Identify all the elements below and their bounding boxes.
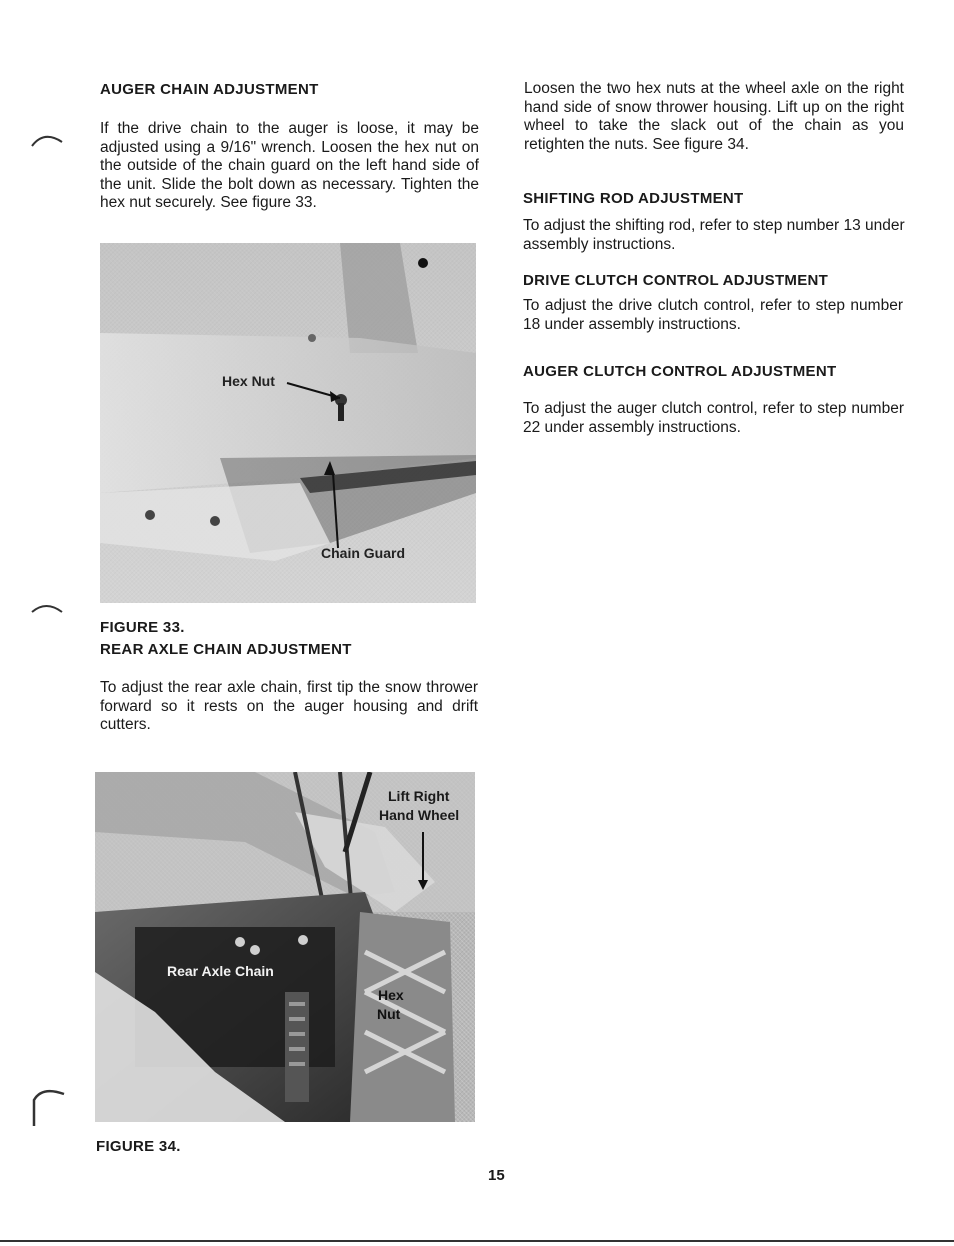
figure-33-caption: FIGURE 33.: [100, 619, 185, 636]
figure-34-photo: [95, 772, 475, 1122]
heading-shifting-rod-adjustment: SHIFTING ROD ADJUSTMENT: [523, 190, 744, 207]
auger-chain-body: If the drive chain to the auger is loose, it may be adjusted using a 9/16" wrench. Loosen the hex nut on the outside of the chain guard on the left hand side of the unit. Slide the bolt down as necessary. Tighten the hex nut securely. See figure 33.: [100, 120, 479, 212]
auger-clutch-body: To adjust the auger clutch control, refer to step number 22 under assembly instructions.: [523, 400, 904, 436]
figure-33-photo: [100, 243, 476, 603]
callout-rear-axle-chain: Rear Axle Chain: [167, 963, 274, 979]
heading-rear-axle-chain-adjustment: REAR AXLE CHAIN ADJUSTMENT: [100, 641, 352, 658]
bottom-rule: [0, 1240, 954, 1242]
callout-nut: Nut: [377, 1006, 401, 1022]
callout-hex: Hex: [378, 987, 404, 1003]
callout-hex-nut: Hex Nut: [222, 373, 275, 389]
figure-33-illustration: [100, 243, 476, 603]
binder-mark-icon: [28, 1080, 68, 1130]
figure-34-illustration: [95, 772, 475, 1122]
heading-drive-clutch-control-adjustment: DRIVE CLUTCH CONTROL ADJUSTMENT: [523, 272, 829, 289]
rear-axle-continued-body: Loosen the two hex nuts at the wheel axle on the right hand side of snow thrower housing. Lift up on the right wheel to take the slack out of the chain as you retighten the nuts. See figure 34.: [524, 80, 904, 153]
shifting-rod-body: To adjust the shifting rod, refer to step number 13 under assembly instructions.: [523, 217, 905, 253]
callout-chain-guard: Chain Guard: [321, 545, 406, 561]
figure-34-caption: FIGURE 34.: [96, 1138, 181, 1155]
binder-mark-icon: [30, 598, 66, 620]
binder-mark-icon: [30, 128, 66, 150]
heading-auger-clutch-control-adjustment: AUGER CLUTCH CONTROL ADJUSTMENT: [523, 363, 837, 380]
callout-lift-right: Lift Right: [388, 788, 450, 804]
drive-clutch-body: To adjust the drive clutch control, refer to step number 18 under assembly instructions.: [523, 297, 903, 333]
page-number: 15: [488, 1167, 505, 1184]
heading-auger-chain-adjustment: AUGER CHAIN ADJUSTMENT: [100, 81, 319, 98]
rear-axle-chain-body: To adjust the rear axle chain, first tip the snow thrower forward so it rests on the auger housing and drift cutters.: [100, 679, 478, 734]
callout-hand-wheel: Hand Wheel: [379, 807, 460, 823]
